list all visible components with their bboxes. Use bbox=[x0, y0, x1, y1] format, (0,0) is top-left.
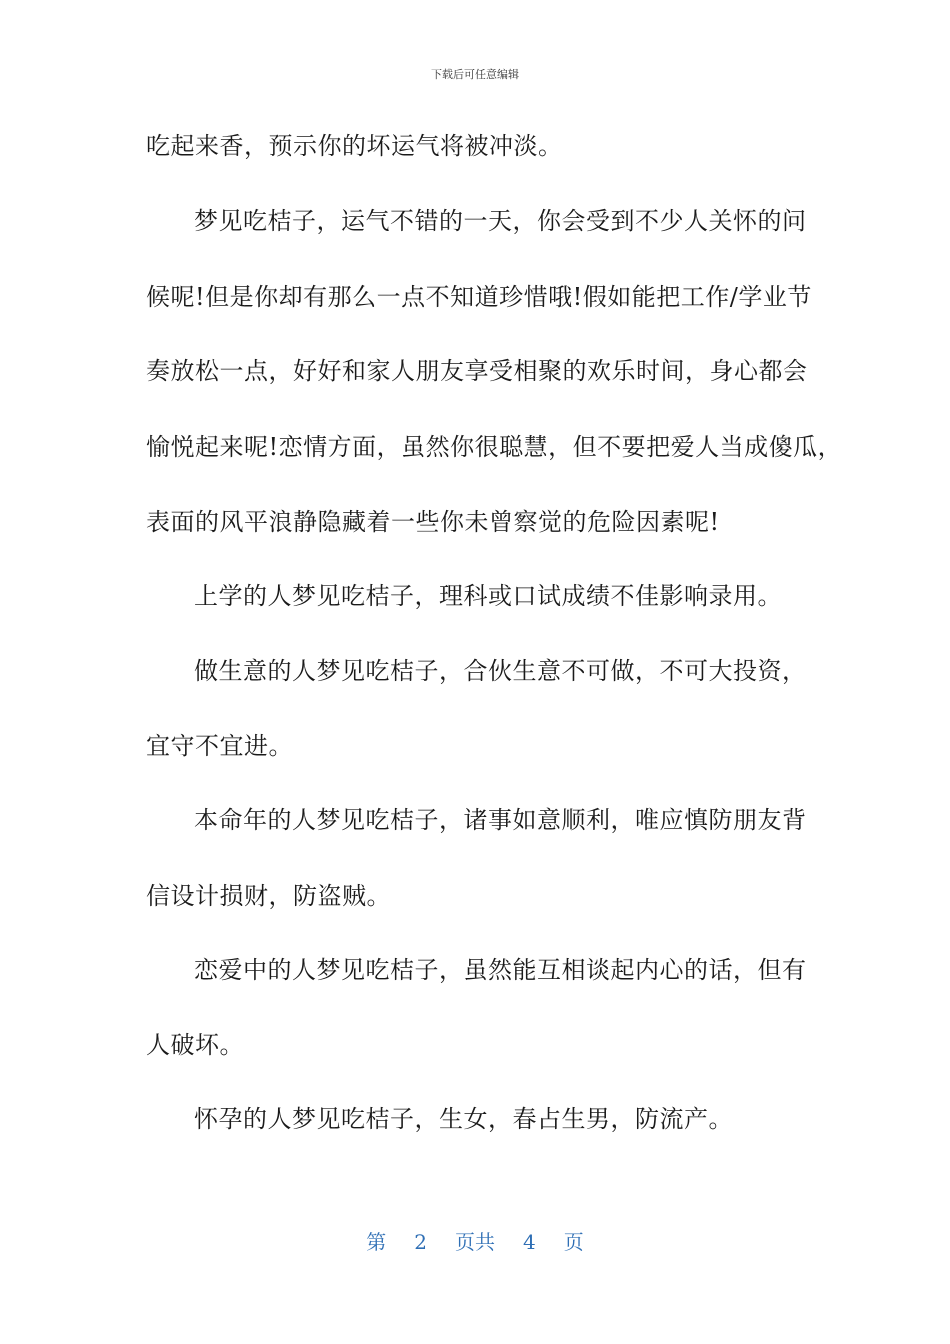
footer-mid: 页共 bbox=[455, 1230, 495, 1254]
footer-suffix: 页 bbox=[563, 1230, 584, 1254]
body-line: 信设计损财，防盗贼。 bbox=[146, 882, 391, 910]
total-page-count: 4 bbox=[523, 1230, 536, 1254]
body-line: 怀孕的人梦见吃桔子，生女，春占生男，防流产。 bbox=[194, 1105, 733, 1133]
body-line: 本命年的人梦见吃桔子，诸事如意顺利，唯应慎防朋友背 bbox=[194, 806, 807, 834]
body-line: 表面的风平浪静隐藏着一些你未曾察觉的危险因素呢! bbox=[146, 508, 720, 536]
body-line: 恋爱中的人梦见吃桔子，虽然能互相谈起内心的话，但有 bbox=[194, 956, 807, 984]
body-line: 人破坏。 bbox=[146, 1031, 244, 1059]
body-line: 梦见吃桔子，运气不错的一天，你会受到不少人关怀的问 bbox=[194, 207, 807, 235]
body-line: 宜守不宜进。 bbox=[146, 732, 293, 760]
body-line: 愉悦起来呢!恋情方面，虽然你很聪慧，但不要把爱人当成傻瓜， bbox=[146, 433, 843, 461]
page-footer bbox=[0, 1226, 950, 1255]
page-header: 下载后可任意编辑 bbox=[431, 68, 519, 81]
body-line: 候呢!但是你却有那么一点不知道珍惜哦!假如能把工作/学业节 bbox=[146, 283, 812, 311]
body-line: 吃起来香，预示你的坏运气将被冲淡。 bbox=[146, 132, 563, 160]
body-line: 奏放松一点，好好和家人朋友享受相聚的欢乐时间，身心都会 bbox=[146, 357, 808, 385]
body-line: 做生意的人梦见吃桔子，合伙生意不可做，不可大投资， bbox=[194, 657, 807, 685]
footer-prefix: 第 bbox=[366, 1230, 387, 1254]
current-page-number: 2 bbox=[414, 1230, 427, 1254]
body-line: 上学的人梦见吃桔子，理科或口试成绩不佳影响录用。 bbox=[194, 582, 782, 610]
